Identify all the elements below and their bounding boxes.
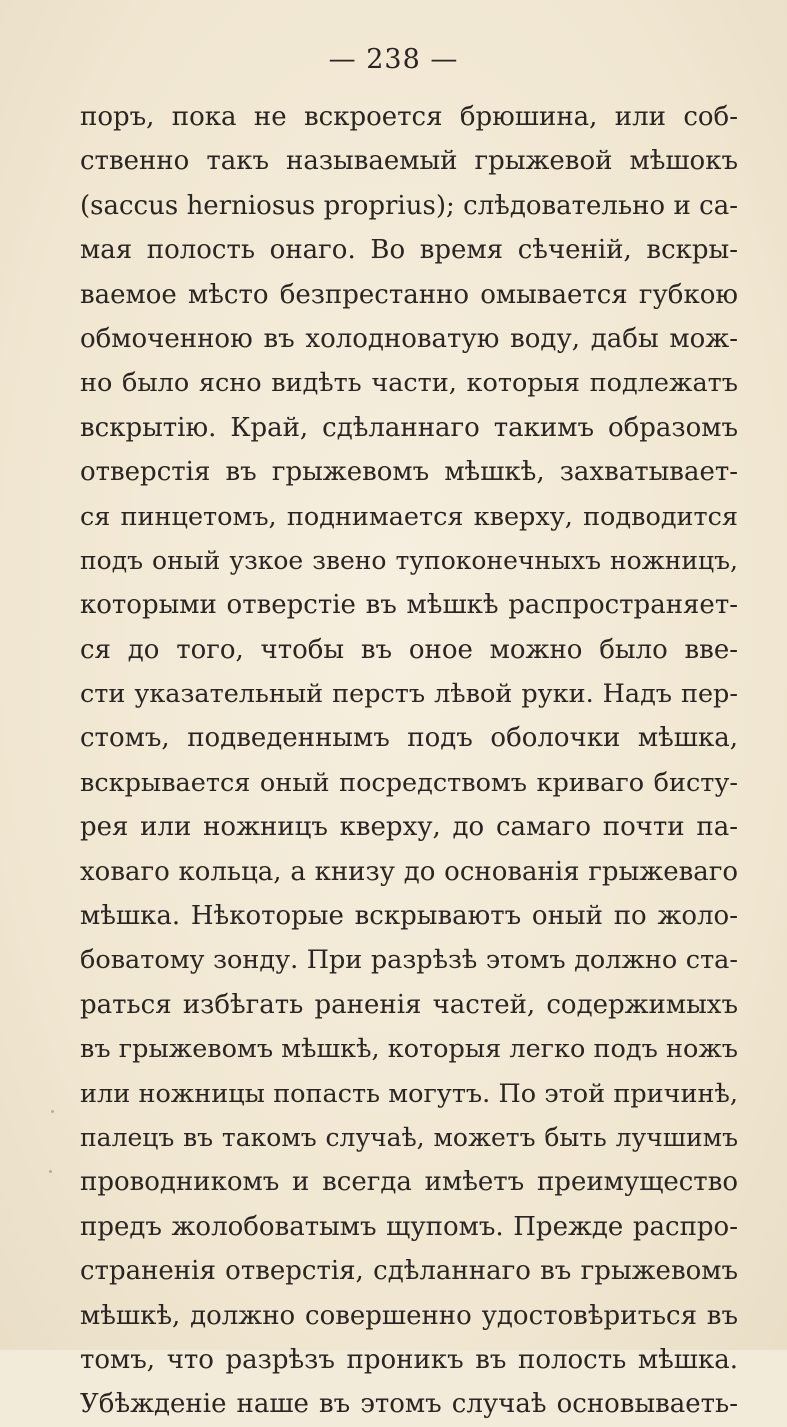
text-line: вскрытію. Край, сдѣланнаго такимъ образомъ — [80, 412, 738, 443]
text-line: Убѣжденіе наше въ этомъ случаѣ основываеть- — [80, 1389, 738, 1420]
text-line: отверстія въ грыжевомъ мѣшкѣ, захватывает- — [80, 457, 738, 488]
text-line: ся пинцетомъ, поднимается кверху, подводится — [80, 501, 738, 532]
text-line: ваемое мѣсто безпрестанно омывается губкою — [80, 279, 738, 310]
text-line: (saccus herniosus proprius); слѣдовательно и са- — [80, 190, 738, 221]
paper-speck — [49, 1170, 52, 1173]
text-line: мѣшкѣ, должно совершенно удостовѣриться въ — [80, 1300, 738, 1331]
text-line: поръ, пока не вскроется брюшина, или соб- — [80, 102, 738, 132]
body-text — [80, 95, 738, 1427]
text-line: палецъ въ такомъ случаѣ, можетъ быть лучшимъ — [80, 1122, 738, 1152]
text-line: обмоченною въ холодноватую воду, дабы мож- — [80, 323, 738, 354]
text-line: которыми отверстіе въ мѣшкѣ распространяет- — [80, 590, 738, 621]
text-line: боватому зонду. При разрѣзѣ этомъ должно ста- — [80, 945, 738, 976]
page-number: — 238 — — [328, 44, 459, 75]
text-line: рея или ножницъ кверху, до самаго почти па- — [80, 812, 738, 843]
text-line: стомъ, подведеннымъ подъ оболочки мѣшка, — [80, 723, 738, 754]
text-line: проводникомъ и всегда имѣетъ преимущество — [80, 1167, 738, 1198]
text-line: раться избѣгать раненія частей, содержимыхъ — [80, 989, 738, 1020]
text-line: сти указательный перстъ лѣвой руки. Надъ пер- — [80, 679, 738, 710]
text-line: томъ, что разрѣзъ проникъ въ полость мѣшка. — [80, 1344, 738, 1375]
text-line: въ грыжевомъ мѣшкѣ, которыя легко подъ ножъ — [80, 1034, 738, 1065]
text-line: подъ оный узкое звено тупоконечныхъ ножницъ, — [80, 545, 738, 575]
text-line: но было ясно видѣть части, которыя подлежатъ — [80, 368, 738, 399]
text-line: мая полость онаго. Во время сѣченій, вскры- — [80, 235, 738, 266]
paper-speck — [51, 1110, 54, 1113]
text-line: предъ жолобоватымъ щупомъ. Прежде распро- — [80, 1211, 738, 1242]
text-line: вскрывается оный посредствомъ криваго бисту- — [80, 767, 738, 798]
text-line: страненія отверстія, сдѣланнаго въ грыжевомъ — [80, 1256, 738, 1287]
text-line: или ножницы попасть могутъ. По этой причинѣ, — [80, 1078, 738, 1109]
text-line: ся до того, чтобы въ оное можно было вве- — [80, 634, 738, 665]
text-line: мѣшка. Нѣкоторые вскрываютъ оный по жоло- — [80, 901, 738, 932]
text-line: ховаго кольца, а книзу до основанія грыжеваго — [80, 856, 738, 887]
text-line: ственно такъ называемый грыжевой мѣшокъ — [80, 146, 738, 177]
